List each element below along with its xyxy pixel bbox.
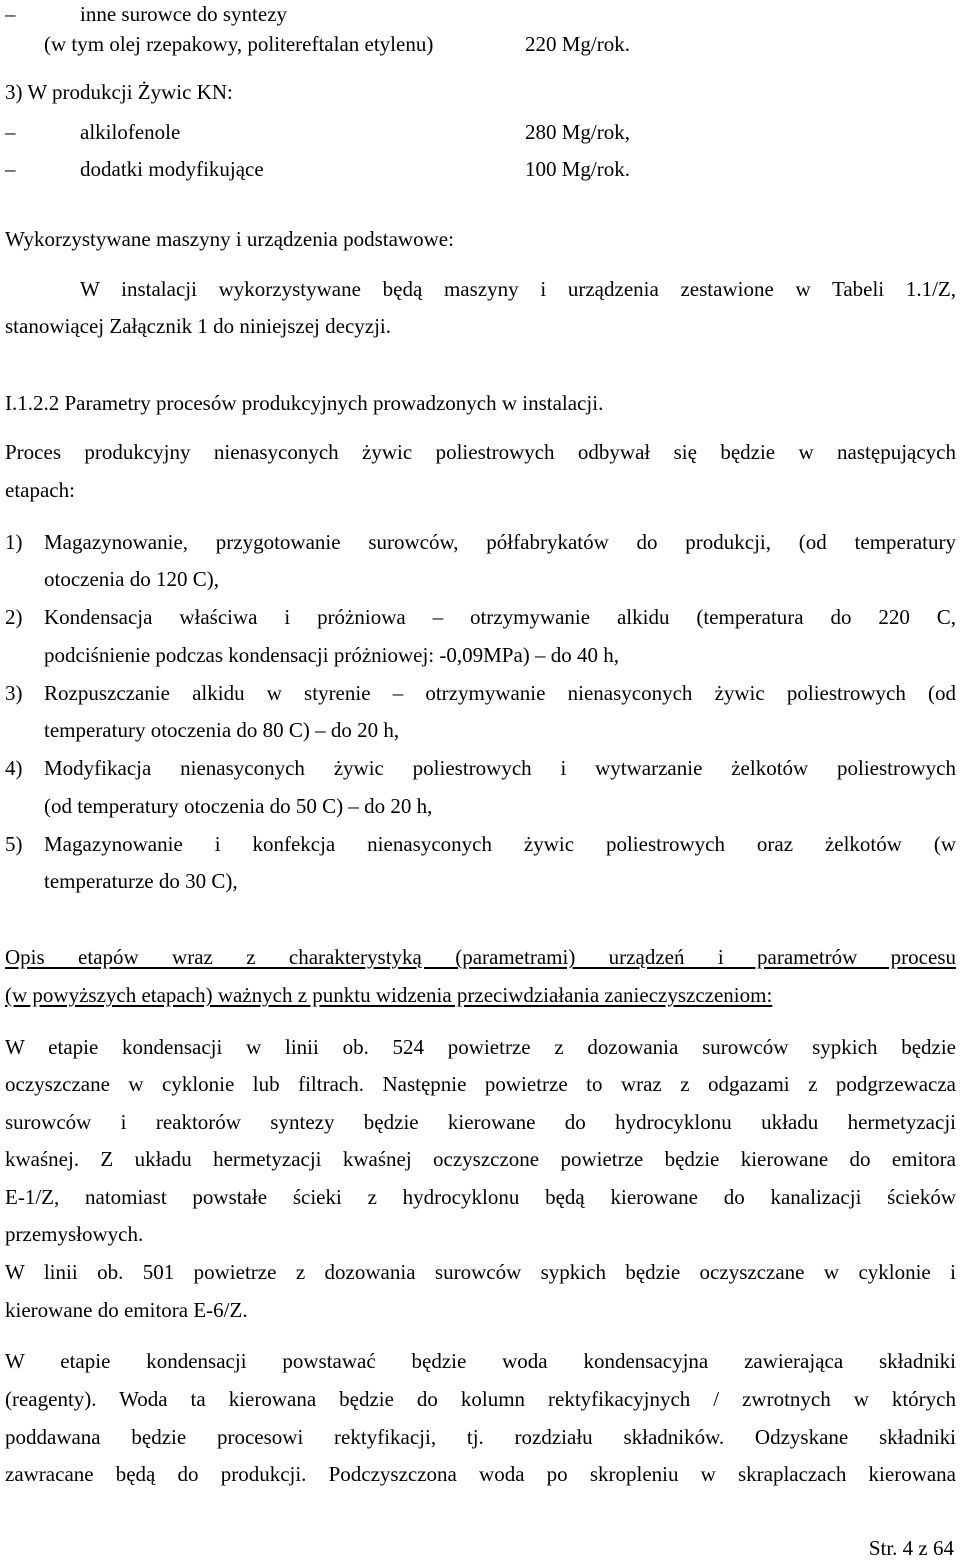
step-5-line1: Magazynowanie i konfekcja nienasyconych żywic poliestrowych oraz żelkotów (w (44, 832, 956, 856)
para1-line: surowców i reaktorów syntezy będzie kierowane do hydrocyklonu układu hermetyzacji (5, 1110, 956, 1134)
step-number: 3) (5, 681, 23, 705)
para3-line: (reagenty). Woda ta kierowana będzie do kolumn rektyfikacyjnych / zwrotnych w których (5, 1387, 956, 1411)
step-number: 2) (5, 605, 23, 629)
list-item-inne-line2: (w tym olej rzepakowy, politereftalan etylenu) (44, 32, 434, 56)
para1-line: oczyszczane w cyklonie lub filtrach. Następnie powietrze to wraz z odgazami z podgrzewacza (5, 1072, 956, 1096)
step-3-line2: temperatury otoczenia do 80 C) – do 20 h, (44, 718, 400, 742)
machines-para-line1: W instalacji wykorzystywane będą maszyny i urządzenia zestawione w Tabeli 1.1/Z, (80, 277, 956, 301)
step-4-line1: Modyfikacja nienasyconych żywic poliestrowych i wytwarzanie żelkotów poliestrowych (44, 756, 956, 780)
step-2-line2: podciśnienie podczas kondensacji próżniowej: -0,09MPa) – do 40 h, (44, 643, 620, 667)
params-heading: I.1.2.2 Parametry procesów produkcyjnych prowadzonych w instalacji. (5, 391, 604, 415)
step-number: 4) (5, 756, 23, 780)
params-intro-line2: etapach: (5, 478, 75, 502)
list-item-alkil-value: 280 Mg/rok, (525, 120, 630, 144)
list-item-inne-value: 220 Mg/rok. (525, 32, 630, 56)
list-dash: – (5, 2, 16, 26)
para1-line: E-1/Z, natomiast powstałe ścieki z hydrocyklonu będą kierowane do kanalizacji ścieków (5, 1185, 956, 1209)
para1-line: W etapie kondensacji w linii ob. 524 powietrze z dozowania surowców sypkich będzie (5, 1035, 956, 1059)
step-number: 1) (5, 530, 23, 554)
list-item-dodatki-label: dodatki modyfikujące (80, 157, 264, 181)
description-heading-line1: Opis etapów wraz z charakterystyką (parametrami) urządzeń i parametrów procesu (5, 945, 956, 969)
step-number: 5) (5, 832, 23, 856)
list-item-dodatki-value: 100 Mg/rok. (525, 157, 630, 181)
section3-heading: 3) W produkcji Żywic KN: (5, 80, 233, 104)
para1-line: kwaśnej. Z układu hermetyzacji kwaśnej oczyszczone powietrze będzie kierowane do emitora (5, 1147, 956, 1171)
para3-line: W etapie kondensacji powstawać będzie woda kondensacyjna zawierająca składniki (5, 1349, 956, 1373)
list-item-alkil-label: alkilofenole (80, 120, 181, 144)
step-4-line2: (od temperatury otoczenia do 50 C) – do 20 h, (44, 794, 433, 818)
para3-line: poddawana będzie procesowi rektyfikacji, tj. rozdziału składników. Odzyskane składniki (5, 1425, 956, 1449)
step-1-line1: Magazynowanie, przygotowanie surowców, półfabrykatów do produkcji, (od temperatury (44, 530, 956, 554)
page-number: Str. 4 z 64 (868, 1536, 954, 1560)
description-heading-line2: (w powyższych etapach) ważnych z punktu widzenia przeciwdziałania zanieczyszczeniom: (5, 983, 773, 1007)
list-item-inne-line1: inne surowce do syntezy (80, 2, 288, 26)
machines-para-line2: stanowiącej Załącznik 1 do niniejszej decyzji. (5, 314, 392, 338)
step-2-line1: Kondensacja właściwa i próżniowa – otrzymywanie alkidu (temperatura do 220 C, (44, 605, 956, 629)
para2-line: kierowane do emitora E-6/Z. (5, 1298, 248, 1322)
step-5-line2: temperaturze do 30 C), (44, 869, 238, 893)
step-1-line2: otoczenia do 120 C), (44, 567, 219, 591)
params-intro-line1: Proces produkcyjny nienasyconych żywic poliestrowych odbywał się będzie w następujących (5, 440, 956, 464)
step-3-line1: Rozpuszczanie alkidu w styrenie – otrzymywanie nienasyconych żywic poliestrowych (od (44, 681, 956, 705)
list-dash: – (5, 120, 16, 144)
para1-line: przemysłowych. (5, 1222, 144, 1246)
list-dash: – (5, 157, 16, 181)
machines-heading: Wykorzystywane maszyny i urządzenia podstawowe: (5, 227, 454, 251)
para2-line: W linii ob. 501 powietrze z dozowania surowców sypkich będzie oczyszczane w cyklonie i (5, 1260, 956, 1284)
para3-line: zawracane będą do produkcji. Podczyszczona woda po skropleniu w skraplaczach kierowana (5, 1462, 956, 1486)
